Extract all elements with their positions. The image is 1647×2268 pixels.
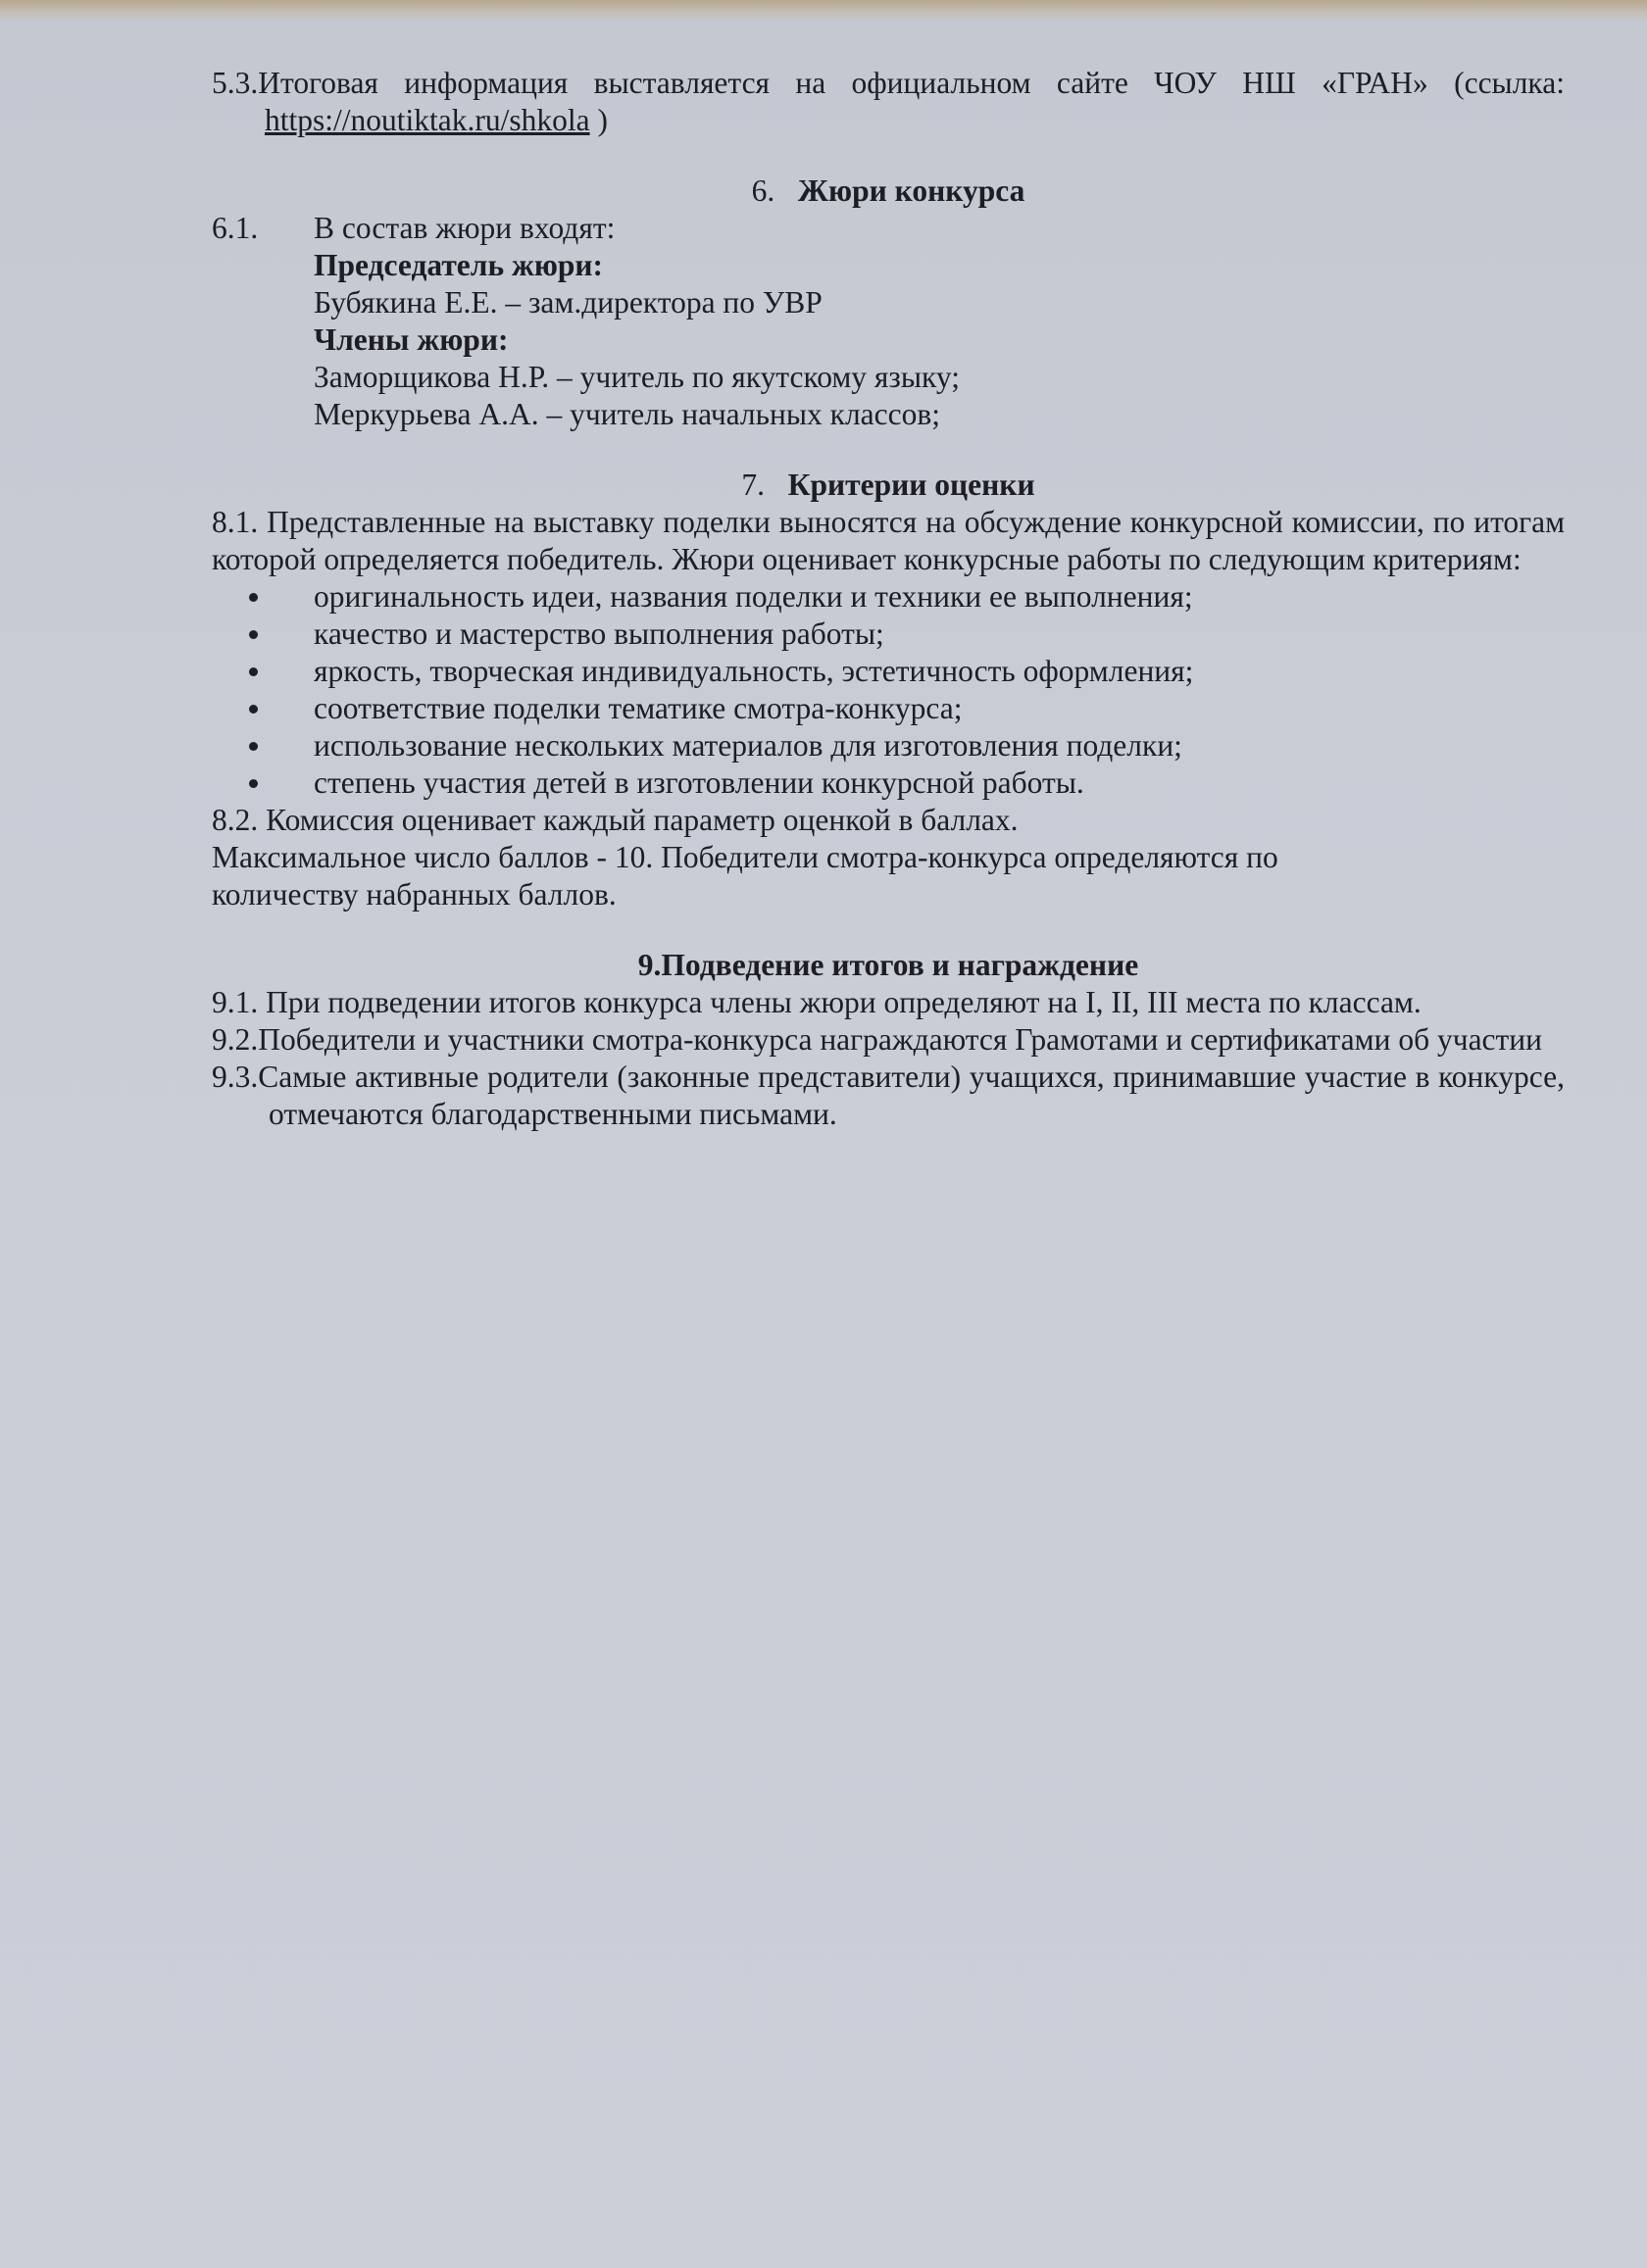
bullet-icon (249, 593, 258, 602)
bullet-icon (249, 630, 258, 639)
list-item: качество и мастерство выполнения работы; (212, 616, 1565, 653)
section-7-heading: 7. Критерии оценки (741, 468, 1035, 502)
list-item: использование нескольких материалов для изготовления поделки; (212, 727, 1565, 764)
paragraph-8-2-max-score: Максимальное число баллов - 10. Победители смотра-конкурса определяются по количеству набранных баллов. (212, 840, 1278, 912)
school-site-link[interactable]: https://noutiktak.ru/shkola (265, 103, 590, 137)
section-6-heading: 6. Жюри конкурса (751, 173, 1025, 208)
bullet-icon (249, 742, 258, 751)
item-9-2: 9.2.Победители и участники смотра-конкурса награждаются Грамотами и сертификатами об участии (212, 1022, 1543, 1057)
bullet-icon (249, 705, 258, 714)
section-9-heading: 9.Подведение итогов и награждение (637, 948, 1139, 982)
item-9-3: 9.3.Самые активные родители (законные представители) учащихся, принимавшие участие в конкурсе, отмечаются благодарственными письмами. (212, 1060, 1565, 1131)
list-item: степень участия детей в изготовлении конкурсной работы. (212, 764, 1565, 802)
bullet-icon (249, 667, 258, 676)
paragraph-8-2: 8.2. Комиссия оценивает каждый параметр оценкой в баллах. (212, 803, 1019, 837)
bullet-icon (249, 779, 258, 788)
document-content (212, 65, 1565, 1133)
item-6-1: 6.1. В состав жюри входят: (212, 211, 616, 245)
list-item: яркость, творческая индивидуальность, эстетичность оформления; (212, 653, 1565, 690)
jury-member: Заморщикова Н.Р. – учитель по якутскому языку; (314, 360, 960, 394)
list-item: оригинальность идеи, названия поделки и техники ее выполнения; (212, 578, 1565, 616)
list-item: соответствие поделки тематике смотра-конкурса; (212, 690, 1565, 727)
criteria-list (212, 578, 1565, 802)
page-top-edge (0, 0, 1647, 22)
jury-chair-label: Председатель жюри: (314, 248, 604, 282)
jury-members-label: Члены жюри: (314, 322, 509, 357)
jury-chair-name: Бубякина Е.Е. – зам.директора по УВР (314, 285, 823, 320)
jury-member: Меркурьева А.А. – учитель начальных классов; (314, 397, 940, 431)
item-9-1: 9.1. При подведении итогов конкурса члены жюри определяют на I, II, III места по классам. (212, 985, 1422, 1019)
paragraph-8-1: 8.1. Представленные на выставку поделки выносятся на обсуждение конкурсной комиссии, по итогам которой определяется победитель. Жюри оценивает конкурсные работы по следующим критериям: (212, 505, 1565, 576)
item-5-3: 5.3.Итоговая информация выставляется на официальном сайте ЧОУ НШ «ГРАН» (ссылка: https://noutiktak.ru/shkola ) (212, 66, 1565, 137)
